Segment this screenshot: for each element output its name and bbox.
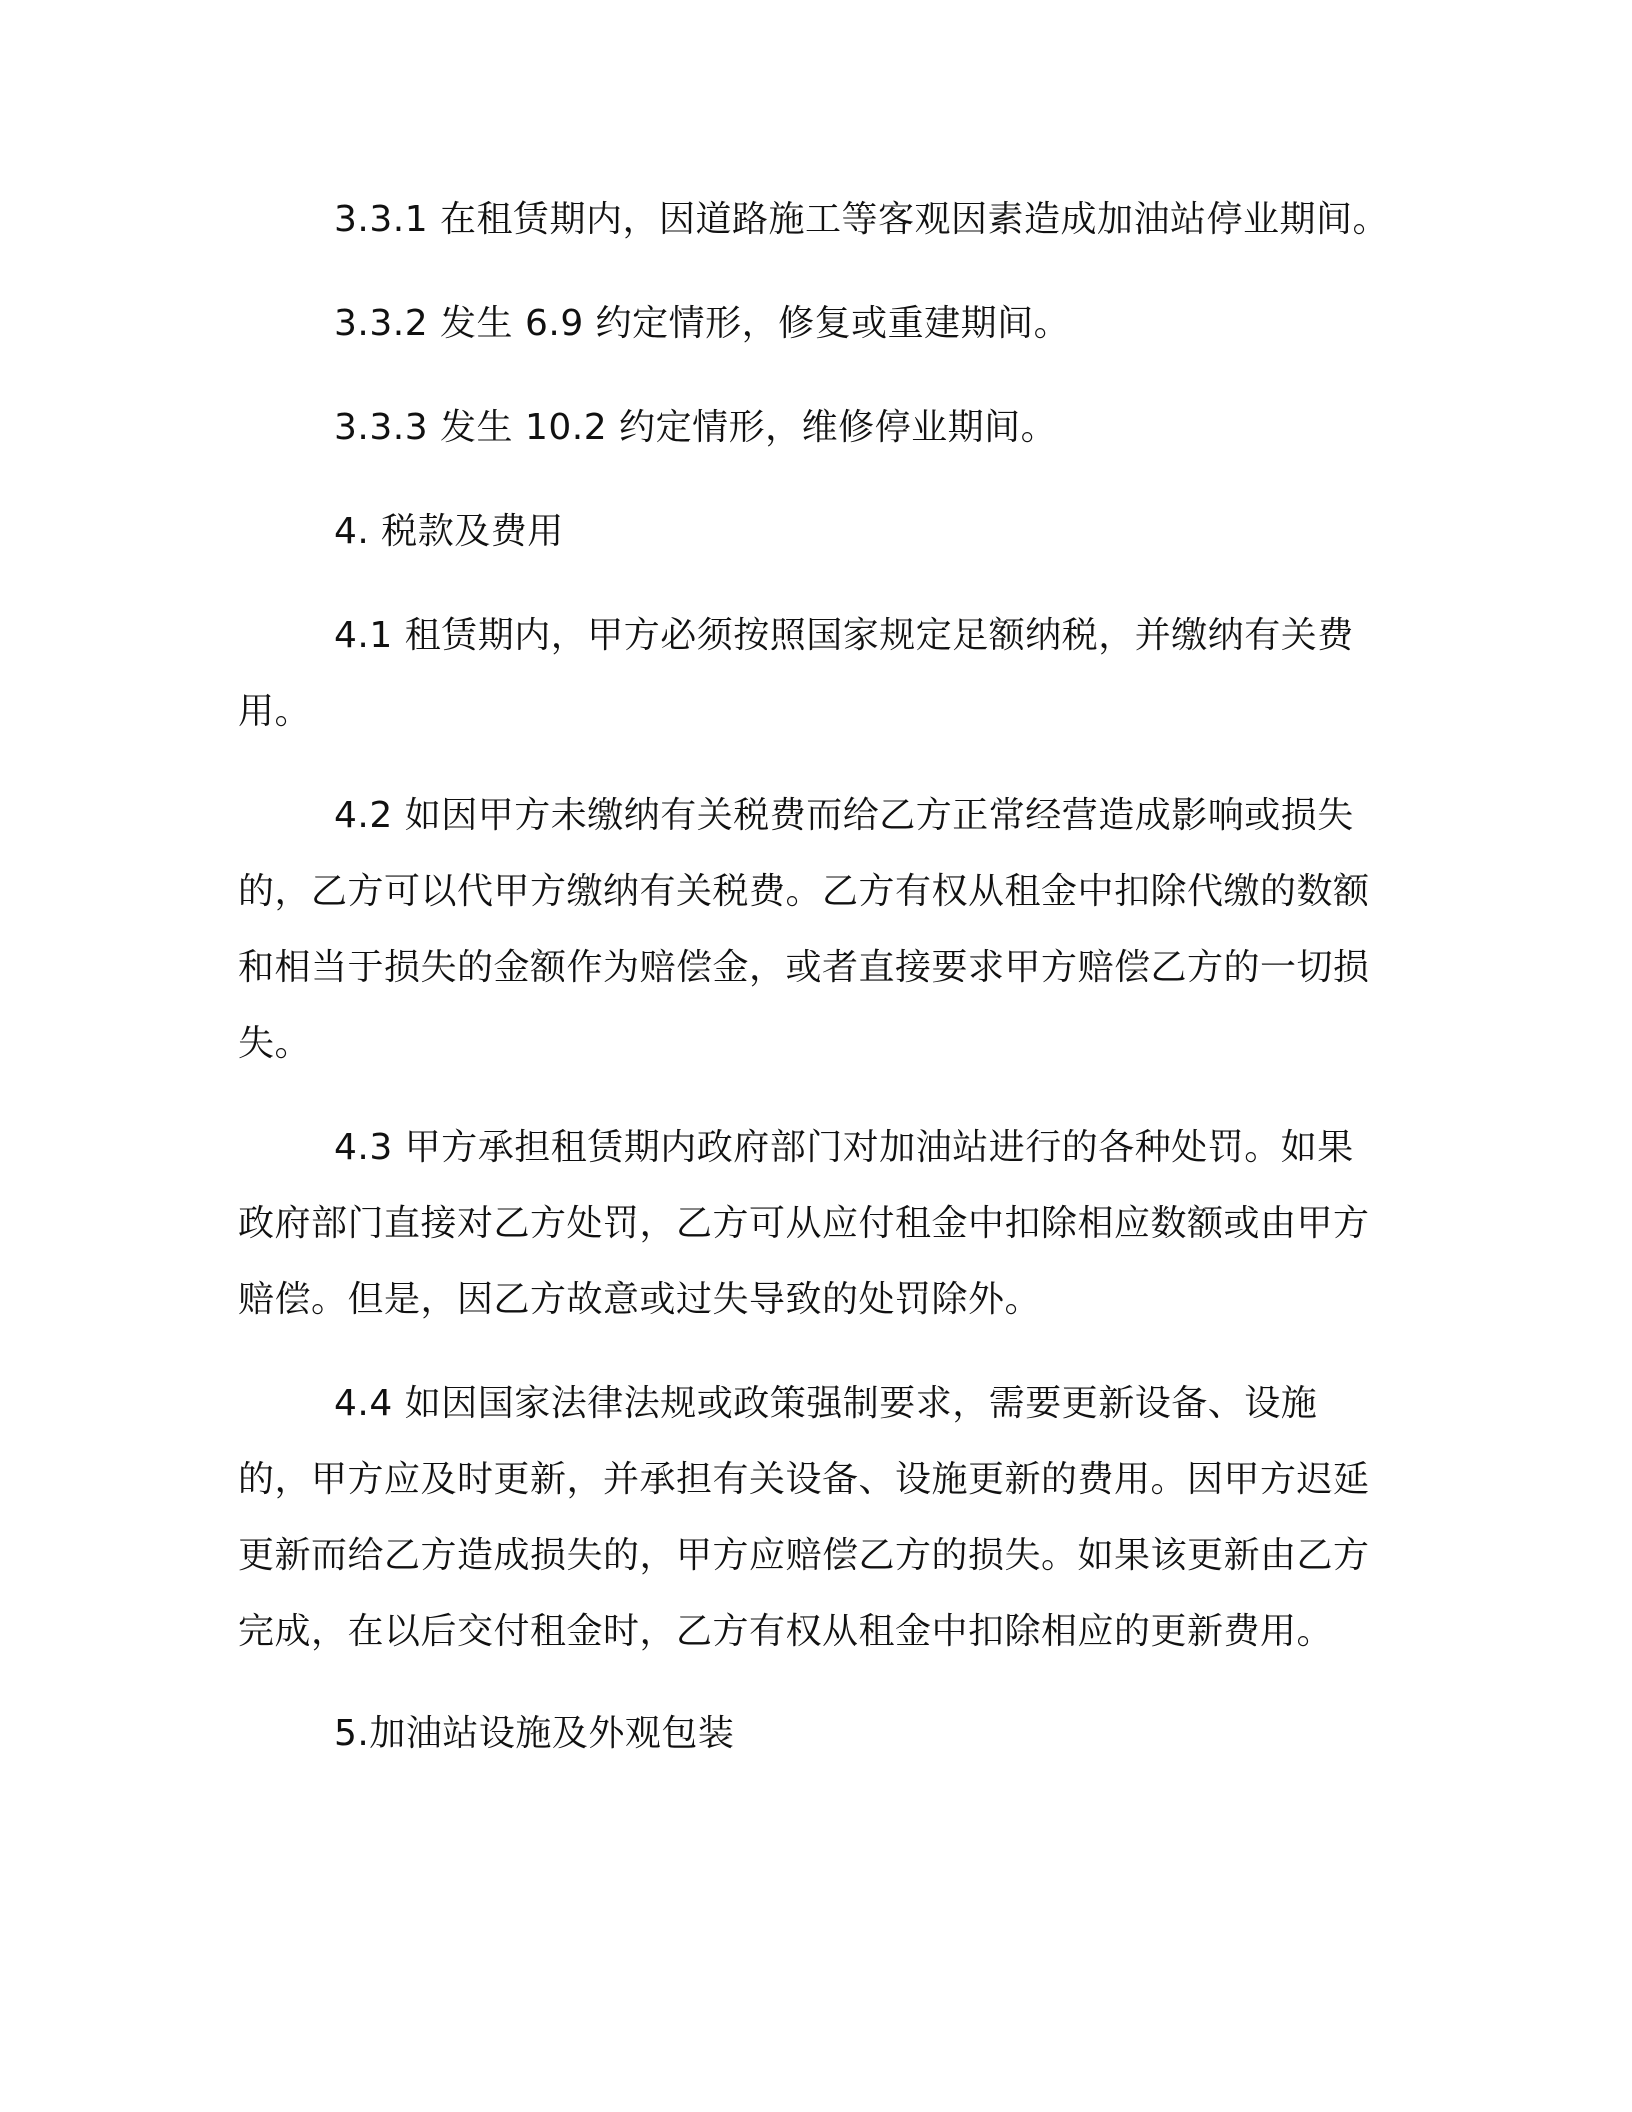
section-heading-4: 4. 税款及费用 xyxy=(334,511,564,552)
clause-4-3: 4.3 甲方承担租赁期内政府部门对加油站进行的各种处罚。如果政府部门直接对乙方处罚，乙方可从应付租金中扣除相应数额或由甲方赔偿。但是，因乙方故意或过失导致的处罚除外。 xyxy=(238,1127,1370,1320)
clause-3-3-3: 3.3.3 发生 10.2 约定情形，维修停业期间。 xyxy=(334,407,1058,448)
section-heading-5: 5.加油站设施及外观包装 xyxy=(334,1713,735,1754)
clause-4-1: 4.1 租赁期内，甲方必须按照国家规定足额纳税，并缴纳有关费用。 xyxy=(238,615,1354,732)
clause-4-4: 4.4 如因国家法律法规或政策强制要求，需要更新设备、设施的，甲方应及时更新，并承担有关设备、设施更新的费用。因甲方迟延更新而给乙方造成损失的，甲方应赔偿乙方的损失。如果该更新由乙方完成，在以后交付租金时，乙方有权从租金中扣除相应的更新费用。 xyxy=(238,1383,1370,1652)
clause-4-2: 4.2 如因甲方未缴纳有关税费而给乙方正常经营造成影响或损失的，乙方可以代甲方缴纳有关税费。乙方有权从租金中扣除代缴的数额和相当于损失的金额作为赔偿金，或者直接要求甲方赔偿乙方的一切损失。 xyxy=(238,795,1370,1064)
clause-3-3-1: 3.3.1 在租赁期内，因道路施工等客观因素造成加油站停业期间。 xyxy=(334,199,1390,240)
clause-3-3-2: 3.3.2 发生 6.9 约定情形，修复或重建期间。 xyxy=(334,303,1071,344)
